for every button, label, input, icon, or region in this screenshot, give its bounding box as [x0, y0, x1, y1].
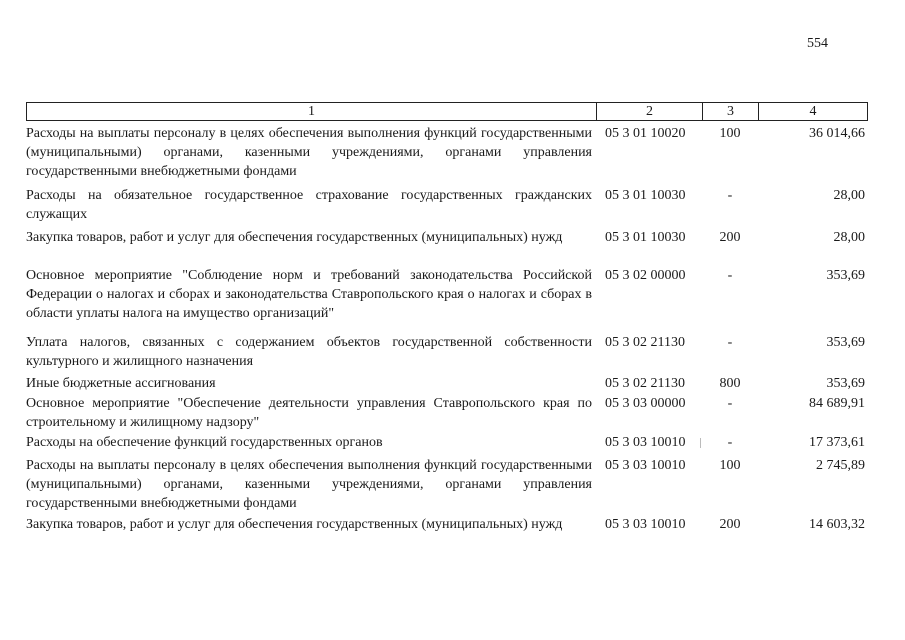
row-sum: 17 373,61 — [809, 435, 865, 450]
row-sum: 28,00 — [833, 230, 865, 245]
row-code: 05 3 01 10030 — [605, 188, 686, 203]
row-type: - — [727, 268, 733, 283]
row-code: 05 3 02 00000 — [605, 268, 686, 283]
row-type: 100 — [719, 458, 741, 473]
row-name: Расходы на выплаты персоналу в целях обеспечения выполнения функций государственными (муниципальными) органами, казенными учреждениями, органами управления государственными внебюджетными фондами — [26, 458, 592, 511]
row-sum: 353,69 — [826, 376, 865, 391]
row-sum: 14 603,32 — [809, 517, 865, 532]
row-type: - — [727, 435, 733, 450]
row-code: 05 3 02 21130 — [605, 335, 685, 350]
header-col-2: 2 — [597, 103, 703, 120]
row-code: 05 3 03 10010 — [605, 458, 686, 473]
row-sum: 353,69 — [826, 335, 865, 350]
row-type: 100 — [719, 126, 741, 141]
header-col-4: 4 — [809, 104, 817, 119]
row-name: Иные бюджетные ассигнования — [26, 376, 216, 391]
row-sum: 2 745,89 — [816, 458, 865, 473]
row-name: Расходы на обязательное государственное страхование государственных гражданских служащих — [26, 188, 592, 222]
row-name: Закупка товаров, работ и услуг для обеспечения государственных (муниципальных) нужд — [26, 517, 563, 532]
row-code: 05 3 01 10020 — [605, 126, 686, 141]
scan-mark — [700, 438, 701, 448]
row-name: Расходы на обеспечение функций государственных органов — [26, 435, 383, 450]
row-type: - — [727, 335, 733, 350]
row-name: Уплата налогов, связанных с содержанием объектов государственной собственности культурного и жилищного назначения — [26, 335, 592, 369]
row-sum: 353,69 — [826, 268, 865, 283]
row-sum: 36 014,66 — [809, 126, 865, 141]
row-name: Основное мероприятие "Соблюдение норм и требований законодательства Российской Федерации о налогах и сборах и законодательства Ставропольского края о налогах и сборах в области уплаты налога на имущество организаций" — [26, 268, 592, 321]
row-sum: 84 689,91 — [809, 396, 865, 411]
row-sum: 28,00 — [833, 188, 865, 203]
row-code: 05 3 01 10030 — [605, 230, 686, 245]
row-name: Основное мероприятие "Обеспечение деятельности управления Ставропольского края по строительному и жилищному надзору" — [26, 396, 592, 430]
row-code: 05 3 03 10010 — [605, 435, 686, 450]
row-type: 200 — [719, 230, 741, 245]
header-col-1: 1 — [27, 103, 597, 120]
row-type: 800 — [719, 376, 741, 391]
row-name: Закупка товаров, работ и услуг для обеспечения государственных (муниципальных) нужд — [26, 230, 563, 245]
table-header — [26, 102, 868, 121]
row-code: 05 3 02 21130 — [605, 376, 685, 391]
row-name: Расходы на выплаты персоналу в целях обеспечения выполнения функций государственными (муниципальными) органами, казенными учреждениями, органами управления государственными внебюджетными фондами — [26, 126, 592, 179]
row-type: - — [727, 396, 733, 411]
row-code: 05 3 03 00000 — [605, 396, 686, 411]
row-code: 05 3 03 10010 — [605, 517, 686, 532]
row-type: 200 — [719, 517, 741, 532]
header-col-3: 3 — [703, 103, 759, 120]
row-type: - — [727, 188, 733, 203]
page-number: 554 — [807, 36, 828, 51]
